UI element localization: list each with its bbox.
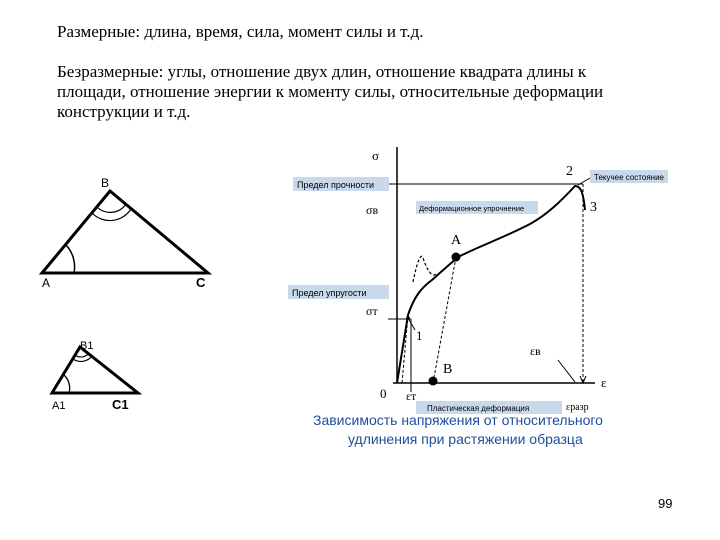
angle-arc-a [66, 245, 75, 273]
point-1-label: 1 [416, 328, 423, 343]
origin-label: 0 [380, 386, 387, 401]
vertex-label-b: B [101, 176, 110, 190]
axis-eps-label: ε [601, 375, 607, 390]
yield-tooth-curve [413, 256, 436, 282]
diagram-caption-line-2: удлинения при растяжении образца [348, 431, 583, 447]
angle-arc-b-inner [97, 204, 126, 212]
sigma-b-label: σв [366, 203, 379, 217]
pointer-eps-b [558, 360, 575, 382]
vertex-label-b1: B1 [80, 340, 94, 352]
small-triangle [52, 340, 138, 412]
angle-arc-b-outer [92, 209, 131, 221]
tag-elastic-label: Предел упругости [292, 288, 367, 298]
point-b-marker [429, 377, 438, 386]
diagram-caption-line-1: Зависимость напряжения от относительного [313, 412, 603, 428]
point-3-label: 3 [590, 200, 597, 215]
eps-t-label: εт [406, 389, 417, 403]
sigma-t-label: σт [366, 304, 378, 318]
stress-strain-curve [397, 186, 585, 383]
large-triangle [42, 176, 208, 290]
small-triangle-shape [52, 347, 138, 393]
dimensional-quantities-text: Размерные: длина, время, сила, момент силы и т.д. [57, 22, 424, 41]
small-angle-arc-a [64, 375, 70, 393]
point-2-label: 2 [566, 164, 573, 179]
dimensionless-line-2: площади, отношение энергии к моменту силы, относительные деформации [57, 82, 604, 101]
dimensionless-line-3: конструкции и т.д. [57, 102, 191, 121]
vertex-label-c1: C1 [112, 397, 129, 412]
tag-strength-label: Предел прочности [297, 180, 374, 190]
point-a-marker [452, 253, 461, 262]
point-a-label: A [451, 233, 462, 248]
eps-razr-label: εразр [566, 402, 589, 413]
tag-plastic-label: Пластическая деформация [427, 404, 530, 413]
tag-hardening-label: Деформационное упрочнение [419, 204, 525, 213]
tag-yield-label: Текучее состояние [594, 173, 664, 182]
vertex-label-c: C [196, 275, 206, 290]
stress-strain-diagram [288, 147, 668, 447]
pointer-yield-tag [578, 178, 590, 185]
large-triangle-shape [42, 191, 208, 273]
eps-b-label: εв [530, 344, 541, 358]
point-b-label: B [443, 362, 453, 377]
vertex-label-a1: A1 [52, 400, 66, 412]
page-number: 99 [658, 496, 673, 511]
axis-sigma-label: σ [372, 148, 380, 163]
vertex-label-a: A [42, 276, 51, 290]
dimensionless-line-1: Безразмерные: углы, отношение двух длин, отношение квадрата длины к [57, 62, 587, 81]
